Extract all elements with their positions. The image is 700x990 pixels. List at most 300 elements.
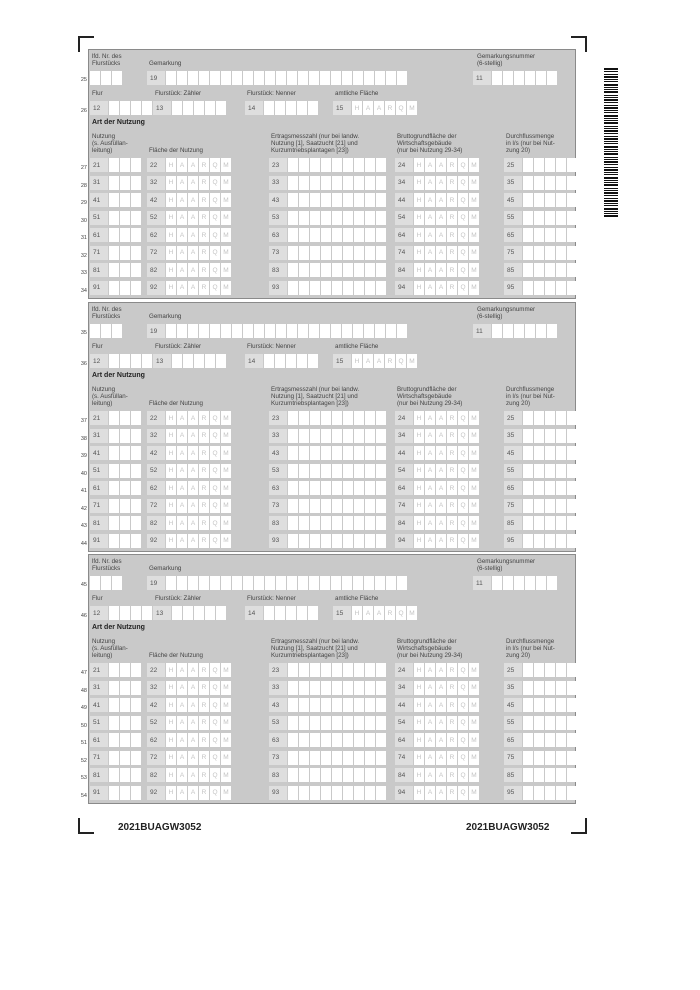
nutzung-field[interactable]: [90, 681, 141, 695]
entry-box[interactable]: A: [425, 411, 435, 425]
entry-box[interactable]: [547, 324, 557, 338]
entry-box[interactable]: [567, 176, 577, 190]
entry-box[interactable]: [578, 681, 588, 695]
entry-box[interactable]: [556, 733, 566, 747]
entry-box[interactable]: [365, 534, 375, 548]
bruttogrundflaeche-field[interactable]: [395, 716, 479, 730]
nutzung-field[interactable]: [90, 698, 141, 712]
entry-box[interactable]: [299, 263, 309, 277]
entry-box[interactable]: [556, 446, 566, 460]
entry-box[interactable]: [243, 324, 253, 338]
amtliche-flaeche-field[interactable]: [333, 354, 417, 368]
entry-box[interactable]: [120, 429, 130, 443]
entry-box[interactable]: R: [447, 516, 457, 530]
entry-box[interactable]: [332, 751, 342, 765]
gemarkung-field[interactable]: [147, 71, 407, 85]
entry-box[interactable]: [376, 733, 386, 747]
entry-box[interactable]: [288, 786, 298, 800]
entry-box[interactable]: A: [177, 211, 187, 225]
entry-box[interactable]: [343, 786, 353, 800]
entry-box[interactable]: M: [469, 228, 479, 242]
bruttogrundflaeche-field[interactable]: [395, 733, 479, 747]
entry-box[interactable]: [376, 176, 386, 190]
entry-box[interactable]: [523, 263, 533, 277]
durchflussmenge-field[interactable]: [504, 228, 588, 242]
entry-box[interactable]: Q: [210, 193, 220, 207]
entry-box[interactable]: A: [436, 263, 446, 277]
entry-box[interactable]: H: [166, 481, 176, 495]
entry-box[interactable]: [288, 281, 298, 295]
entry-box[interactable]: A: [425, 263, 435, 277]
entry-box[interactable]: M: [469, 446, 479, 460]
entry-box[interactable]: A: [188, 716, 198, 730]
entry-box[interactable]: H: [166, 246, 176, 260]
entry-box[interactable]: H: [166, 193, 176, 207]
nutzung-field[interactable]: [90, 786, 141, 800]
entry-box[interactable]: A: [436, 228, 446, 242]
entry-box[interactable]: [534, 228, 544, 242]
entry-box[interactable]: M: [221, 499, 231, 513]
entry-box[interactable]: A: [177, 429, 187, 443]
entry-box[interactable]: [523, 499, 533, 513]
entry-box[interactable]: [376, 411, 386, 425]
entry-box[interactable]: [567, 534, 577, 548]
entry-box[interactable]: M: [221, 429, 231, 443]
entry-box[interactable]: [578, 281, 588, 295]
entry-box[interactable]: A: [425, 733, 435, 747]
entry-box[interactable]: [321, 499, 331, 513]
entry-box[interactable]: [320, 324, 330, 338]
entry-box[interactable]: A: [425, 446, 435, 460]
entry-box[interactable]: [376, 786, 386, 800]
entry-box[interactable]: [131, 516, 141, 530]
entry-box[interactable]: [354, 464, 364, 478]
durchflussmenge-field[interactable]: [504, 411, 588, 425]
bruttogrundflaeche-field[interactable]: [395, 228, 479, 242]
entry-box[interactable]: M: [469, 786, 479, 800]
entry-box[interactable]: [534, 158, 544, 172]
entry-box[interactable]: [343, 464, 353, 478]
entry-box[interactable]: [321, 698, 331, 712]
entry-box[interactable]: [556, 481, 566, 495]
nenner-field[interactable]: [245, 606, 318, 620]
entry-box[interactable]: A: [425, 534, 435, 548]
entry-box[interactable]: M: [469, 176, 479, 190]
ertragsmesszahl-field[interactable]: [269, 158, 386, 172]
entry-box[interactable]: M: [469, 429, 479, 443]
entry-box[interactable]: [109, 663, 119, 677]
entry-box[interactable]: [142, 606, 152, 620]
entry-box[interactable]: A: [425, 663, 435, 677]
entry-box[interactable]: [265, 71, 275, 85]
entry-box[interactable]: [545, 176, 555, 190]
bruttogrundflaeche-field[interactable]: [395, 698, 479, 712]
entry-box[interactable]: A: [425, 698, 435, 712]
entry-box[interactable]: [354, 263, 364, 277]
entry-box[interactable]: [567, 751, 577, 765]
entry-box[interactable]: Q: [458, 534, 468, 548]
entry-box[interactable]: [288, 263, 298, 277]
entry-box[interactable]: Q: [458, 716, 468, 730]
entry-box[interactable]: [276, 71, 286, 85]
entry-box[interactable]: [332, 768, 342, 782]
entry-box[interactable]: [578, 193, 588, 207]
entry-box[interactable]: R: [447, 246, 457, 260]
entry-box[interactable]: [343, 193, 353, 207]
entry-box[interactable]: M: [221, 176, 231, 190]
entry-box[interactable]: [523, 534, 533, 548]
nenner-field[interactable]: [245, 101, 318, 115]
entry-box[interactable]: H: [414, 663, 424, 677]
nutzung-field[interactable]: [90, 464, 141, 478]
entry-box[interactable]: [523, 193, 533, 207]
entry-box[interactable]: [177, 576, 187, 590]
entry-box[interactable]: H: [414, 176, 424, 190]
entry-box[interactable]: [112, 324, 122, 338]
entry-box[interactable]: M: [469, 411, 479, 425]
nutzung-field[interactable]: [90, 246, 141, 260]
entry-box[interactable]: [534, 281, 544, 295]
entry-box[interactable]: H: [166, 733, 176, 747]
entry-box[interactable]: [321, 429, 331, 443]
entry-box[interactable]: [288, 663, 298, 677]
ertragsmesszahl-field[interactable]: [269, 429, 386, 443]
entry-box[interactable]: H: [414, 534, 424, 548]
entry-box[interactable]: [120, 768, 130, 782]
nutzung-field[interactable]: [90, 211, 141, 225]
entry-box[interactable]: [288, 499, 298, 513]
entry-box[interactable]: [556, 499, 566, 513]
zaehler-field[interactable]: [153, 101, 226, 115]
entry-box[interactable]: [343, 446, 353, 460]
entry-box[interactable]: [545, 698, 555, 712]
entry-box[interactable]: A: [363, 606, 373, 620]
entry-box[interactable]: [131, 768, 141, 782]
entry-box[interactable]: M: [221, 193, 231, 207]
entry-box[interactable]: [376, 228, 386, 242]
nutzung-field[interactable]: [90, 411, 141, 425]
entry-box[interactable]: [221, 324, 231, 338]
entry-box[interactable]: [310, 429, 320, 443]
entry-box[interactable]: [310, 751, 320, 765]
entry-box[interactable]: [299, 481, 309, 495]
entry-box[interactable]: A: [188, 281, 198, 295]
entry-box[interactable]: H: [166, 499, 176, 513]
entry-box[interactable]: M: [221, 681, 231, 695]
entry-box[interactable]: [310, 481, 320, 495]
entry-box[interactable]: [321, 534, 331, 548]
ertragsmesszahl-field[interactable]: [269, 534, 386, 548]
flaeche-nutzung-field[interactable]: [147, 481, 231, 495]
entry-box[interactable]: [492, 576, 502, 590]
durchflussmenge-field[interactable]: [504, 464, 588, 478]
entry-box[interactable]: H: [166, 429, 176, 443]
entry-box[interactable]: [172, 101, 182, 115]
entry-box[interactable]: R: [447, 681, 457, 695]
entry-box[interactable]: [310, 228, 320, 242]
entry-box[interactable]: [332, 464, 342, 478]
entry-box[interactable]: [556, 786, 566, 800]
entry-box[interactable]: [332, 681, 342, 695]
entry-box[interactable]: [120, 228, 130, 242]
entry-box[interactable]: [109, 228, 119, 242]
entry-box[interactable]: [286, 101, 296, 115]
entry-box[interactable]: [288, 516, 298, 530]
entry-box[interactable]: [287, 576, 297, 590]
entry-box[interactable]: [567, 716, 577, 730]
entry-box[interactable]: M: [407, 606, 417, 620]
entry-box[interactable]: [288, 176, 298, 190]
bruttogrundflaeche-field[interactable]: [395, 176, 479, 190]
entry-box[interactable]: [112, 71, 122, 85]
entry-box[interactable]: [567, 158, 577, 172]
entry-box[interactable]: [109, 211, 119, 225]
entry-box[interactable]: [299, 733, 309, 747]
entry-box[interactable]: [183, 354, 193, 368]
entry-box[interactable]: M: [221, 716, 231, 730]
entry-box[interactable]: A: [177, 263, 187, 277]
durchflussmenge-field[interactable]: [504, 663, 588, 677]
entry-box[interactable]: R: [447, 768, 457, 782]
entry-box[interactable]: [545, 211, 555, 225]
entry-box[interactable]: M: [469, 681, 479, 695]
durchflussmenge-field[interactable]: [504, 716, 588, 730]
flaeche-nutzung-field[interactable]: [147, 786, 231, 800]
entry-box[interactable]: H: [414, 499, 424, 513]
entry-box[interactable]: M: [469, 499, 479, 513]
entry-box[interactable]: M: [469, 158, 479, 172]
gemarkungsnummer-field[interactable]: [473, 324, 557, 338]
zaehler-field[interactable]: [153, 354, 226, 368]
entry-box[interactable]: [354, 246, 364, 260]
ertragsmesszahl-field[interactable]: [269, 228, 386, 242]
entry-box[interactable]: [297, 354, 307, 368]
entry-box[interactable]: [386, 576, 396, 590]
entry-box[interactable]: [534, 263, 544, 277]
nutzung-field[interactable]: [90, 281, 141, 295]
entry-box[interactable]: M: [469, 281, 479, 295]
entry-box[interactable]: [131, 263, 141, 277]
entry-box[interactable]: [534, 193, 544, 207]
entry-box[interactable]: [578, 263, 588, 277]
entry-box[interactable]: A: [177, 464, 187, 478]
entry-box[interactable]: [109, 716, 119, 730]
entry-box[interactable]: [353, 324, 363, 338]
entry-box[interactable]: [534, 481, 544, 495]
entry-box[interactable]: [288, 211, 298, 225]
durchflussmenge-field[interactable]: [504, 534, 588, 548]
entry-box[interactable]: [120, 354, 130, 368]
entry-box[interactable]: [343, 228, 353, 242]
entry-box[interactable]: A: [177, 786, 187, 800]
entry-box[interactable]: R: [447, 786, 457, 800]
entry-box[interactable]: A: [425, 786, 435, 800]
entry-box[interactable]: H: [414, 228, 424, 242]
entry-box[interactable]: R: [199, 193, 209, 207]
entry-box[interactable]: Q: [458, 698, 468, 712]
entry-box[interactable]: A: [436, 158, 446, 172]
entry-box[interactable]: [354, 481, 364, 495]
entry-box[interactable]: [131, 663, 141, 677]
entry-box[interactable]: H: [414, 464, 424, 478]
durchflussmenge-field[interactable]: [504, 176, 588, 190]
entry-box[interactable]: M: [469, 263, 479, 277]
entry-box[interactable]: [343, 516, 353, 530]
entry-box[interactable]: H: [414, 263, 424, 277]
entry-box[interactable]: H: [414, 158, 424, 172]
entry-box[interactable]: [131, 354, 141, 368]
entry-box[interactable]: A: [188, 698, 198, 712]
entry-box[interactable]: [523, 228, 533, 242]
entry-box[interactable]: [386, 324, 396, 338]
entry-box[interactable]: [342, 71, 352, 85]
entry-box[interactable]: A: [188, 663, 198, 677]
entry-box[interactable]: M: [469, 464, 479, 478]
entry-box[interactable]: [321, 464, 331, 478]
entry-box[interactable]: A: [436, 733, 446, 747]
entry-box[interactable]: [298, 71, 308, 85]
entry-box[interactable]: R: [447, 751, 457, 765]
nutzung-field[interactable]: [90, 446, 141, 460]
entry-box[interactable]: [534, 681, 544, 695]
entry-box[interactable]: A: [177, 158, 187, 172]
entry-box[interactable]: Q: [210, 176, 220, 190]
ertragsmesszahl-field[interactable]: [269, 751, 386, 765]
entry-box[interactable]: [567, 663, 577, 677]
entry-box[interactable]: R: [199, 246, 209, 260]
entry-box[interactable]: A: [188, 176, 198, 190]
bruttogrundflaeche-field[interactable]: [395, 768, 479, 782]
entry-box[interactable]: [109, 481, 119, 495]
bruttogrundflaeche-field[interactable]: [395, 481, 479, 495]
entry-box[interactable]: A: [425, 158, 435, 172]
entry-box[interactable]: R: [447, 263, 457, 277]
entry-box[interactable]: [545, 446, 555, 460]
flaeche-nutzung-field[interactable]: [147, 534, 231, 548]
entry-box[interactable]: [332, 698, 342, 712]
entry-box[interactable]: [308, 606, 318, 620]
entry-box[interactable]: A: [425, 499, 435, 513]
entry-box[interactable]: [343, 663, 353, 677]
entry-box[interactable]: [321, 281, 331, 295]
entry-box[interactable]: R: [385, 606, 395, 620]
entry-box[interactable]: Q: [210, 663, 220, 677]
entry-box[interactable]: [556, 681, 566, 695]
entry-box[interactable]: Q: [210, 516, 220, 530]
entry-box[interactable]: [265, 324, 275, 338]
entry-box[interactable]: M: [469, 211, 479, 225]
nutzung-field[interactable]: [90, 499, 141, 513]
bruttogrundflaeche-field[interactable]: [395, 516, 479, 530]
entry-box[interactable]: [299, 681, 309, 695]
entry-box[interactable]: Q: [458, 516, 468, 530]
entry-box[interactable]: [332, 263, 342, 277]
entry-box[interactable]: Q: [210, 446, 220, 460]
entry-box[interactable]: H: [414, 733, 424, 747]
entry-box[interactable]: [321, 158, 331, 172]
entry-box[interactable]: [353, 576, 363, 590]
entry-box[interactable]: [310, 786, 320, 800]
entry-box[interactable]: [376, 716, 386, 730]
durchflussmenge-field[interactable]: [504, 768, 588, 782]
entry-box[interactable]: M: [221, 481, 231, 495]
gemarkungsnummer-field[interactable]: [473, 71, 557, 85]
entry-box[interactable]: [354, 176, 364, 190]
entry-box[interactable]: R: [447, 193, 457, 207]
entry-box[interactable]: Q: [210, 698, 220, 712]
entry-box[interactable]: Q: [458, 464, 468, 478]
flaeche-nutzung-field[interactable]: [147, 464, 231, 478]
entry-box[interactable]: [131, 281, 141, 295]
entry-box[interactable]: [365, 193, 375, 207]
entry-box[interactable]: [376, 464, 386, 478]
entry-box[interactable]: [288, 246, 298, 260]
entry-box[interactable]: R: [199, 516, 209, 530]
entry-box[interactable]: [109, 354, 119, 368]
entry-box[interactable]: [534, 176, 544, 190]
entry-box[interactable]: [131, 246, 141, 260]
entry-box[interactable]: [131, 733, 141, 747]
bruttogrundflaeche-field[interactable]: [395, 193, 479, 207]
entry-box[interactable]: A: [177, 228, 187, 242]
entry-box[interactable]: [534, 464, 544, 478]
bruttogrundflaeche-field[interactable]: [395, 158, 479, 172]
entry-box[interactable]: A: [374, 606, 384, 620]
entry-box[interactable]: [545, 481, 555, 495]
entry-box[interactable]: [205, 354, 215, 368]
entry-box[interactable]: [375, 324, 385, 338]
entry-box[interactable]: A: [436, 176, 446, 190]
entry-box[interactable]: [578, 751, 588, 765]
entry-box[interactable]: [343, 534, 353, 548]
entry-box[interactable]: R: [199, 464, 209, 478]
entry-box[interactable]: [343, 211, 353, 225]
entry-box[interactable]: [109, 411, 119, 425]
entry-box[interactable]: [545, 768, 555, 782]
durchflussmenge-field[interactable]: [504, 733, 588, 747]
entry-box[interactable]: [101, 71, 111, 85]
entry-box[interactable]: [364, 324, 374, 338]
entry-box[interactable]: A: [436, 768, 446, 782]
entry-box[interactable]: [321, 446, 331, 460]
amtliche-flaeche-field[interactable]: [333, 606, 417, 620]
entry-box[interactable]: [545, 263, 555, 277]
entry-box[interactable]: [331, 71, 341, 85]
entry-box[interactable]: [210, 576, 220, 590]
entry-box[interactable]: [120, 606, 130, 620]
entry-box[interactable]: M: [407, 101, 417, 115]
entry-box[interactable]: [199, 324, 209, 338]
entry-box[interactable]: A: [425, 193, 435, 207]
entry-box[interactable]: R: [199, 281, 209, 295]
bruttogrundflaeche-field[interactable]: [395, 281, 479, 295]
entry-box[interactable]: [536, 324, 546, 338]
entry-box[interactable]: [120, 464, 130, 478]
entry-box[interactable]: [131, 534, 141, 548]
entry-box[interactable]: [199, 71, 209, 85]
entry-box[interactable]: [109, 786, 119, 800]
entry-box[interactable]: A: [425, 228, 435, 242]
bruttogrundflaeche-field[interactable]: [395, 464, 479, 478]
entry-box[interactable]: [331, 576, 341, 590]
entry-box[interactable]: [321, 681, 331, 695]
durchflussmenge-field[interactable]: [504, 158, 588, 172]
entry-box[interactable]: [545, 193, 555, 207]
entry-box[interactable]: [514, 324, 524, 338]
entry-box[interactable]: M: [469, 516, 479, 530]
entry-box[interactable]: [354, 446, 364, 460]
entry-box[interactable]: [120, 158, 130, 172]
